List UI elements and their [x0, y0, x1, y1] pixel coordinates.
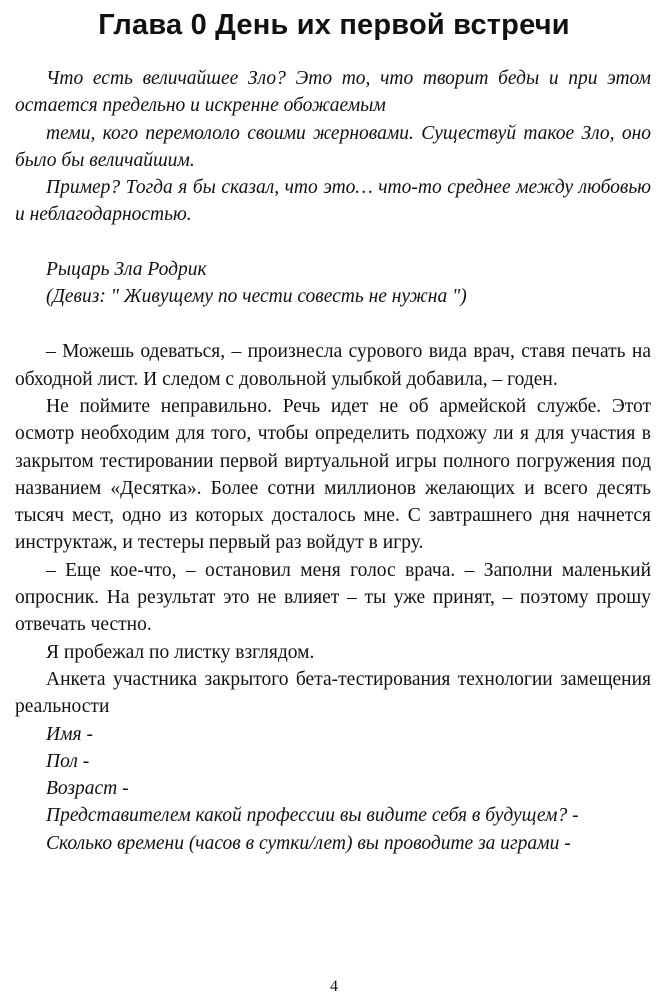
questionnaire-field-age: Возраст -: [46, 778, 129, 800]
epigraph-author: Рыцарь Зла Родрик: [46, 258, 207, 280]
questionnaire-field-profession: Представителем какой профессии вы видите себя в будущем? -: [46, 805, 579, 827]
epigraph-motto: (Девиз: " Живущему по чести совесть не нужна "): [46, 286, 467, 308]
story-paragraph: – Еще кое-что, – остановил меня голос врача. – Заполни маленький опросник. На результат это не влияет – ты уже принят, – поэтому прошу отвечать честно.: [15, 559, 651, 636]
questionnaire-field-name: Имя -: [46, 723, 93, 745]
epigraph-paragraph: теми, кого перемололо своими жерновами. Существуй такое Зло, оно было бы величайшим.: [15, 122, 651, 171]
questionnaire-field-gaming-time: Сколько времени (часов в сутки/лет) вы проводите за играми -: [46, 832, 571, 854]
story-paragraph: Я пробежал по листку взглядом.: [46, 641, 315, 663]
story-paragraph: – Можешь одеваться, – произнесла сурового вида врач, ставя печать на обходной лист. И следом с довольной улыбкой добавила, – годен.: [15, 341, 651, 390]
page-number: 4: [330, 978, 338, 995]
page-body: [15, 65, 651, 857]
epigraph-paragraph: Что есть величайшее Зло? Это то, что творит беды и при этом остается предельно и искренне обожаемым: [15, 68, 651, 117]
chapter-title: Глава 0 День их первой встречи: [98, 9, 570, 41]
story-paragraph: Анкета участника закрытого бета-тестирования технологии замещения реальности: [15, 668, 651, 718]
story-paragraph: Не поймите неправильно. Речь идет не об армейской службе. Этот осмотр необходим для того, чтобы определить подхожу ли я для участия в закрытом тестировании первой виртуальной игры полного погружения под названием «Десятка». Более сотни миллионов желающих и всего десять тысяч мест, одно из которых досталось мне. С завтрашнего дня начнется инструктаж, и тестеры первый раз войдут в игру.: [15, 395, 651, 554]
questionnaire-field-gender: Пол -: [46, 750, 90, 772]
epigraph-paragraph: Пример? Тогда я бы сказал, что это… что-то среднее между любовью и неблагодарностью.: [15, 177, 651, 226]
blank-line: [15, 310, 651, 338]
blank-line: [15, 229, 651, 256]
